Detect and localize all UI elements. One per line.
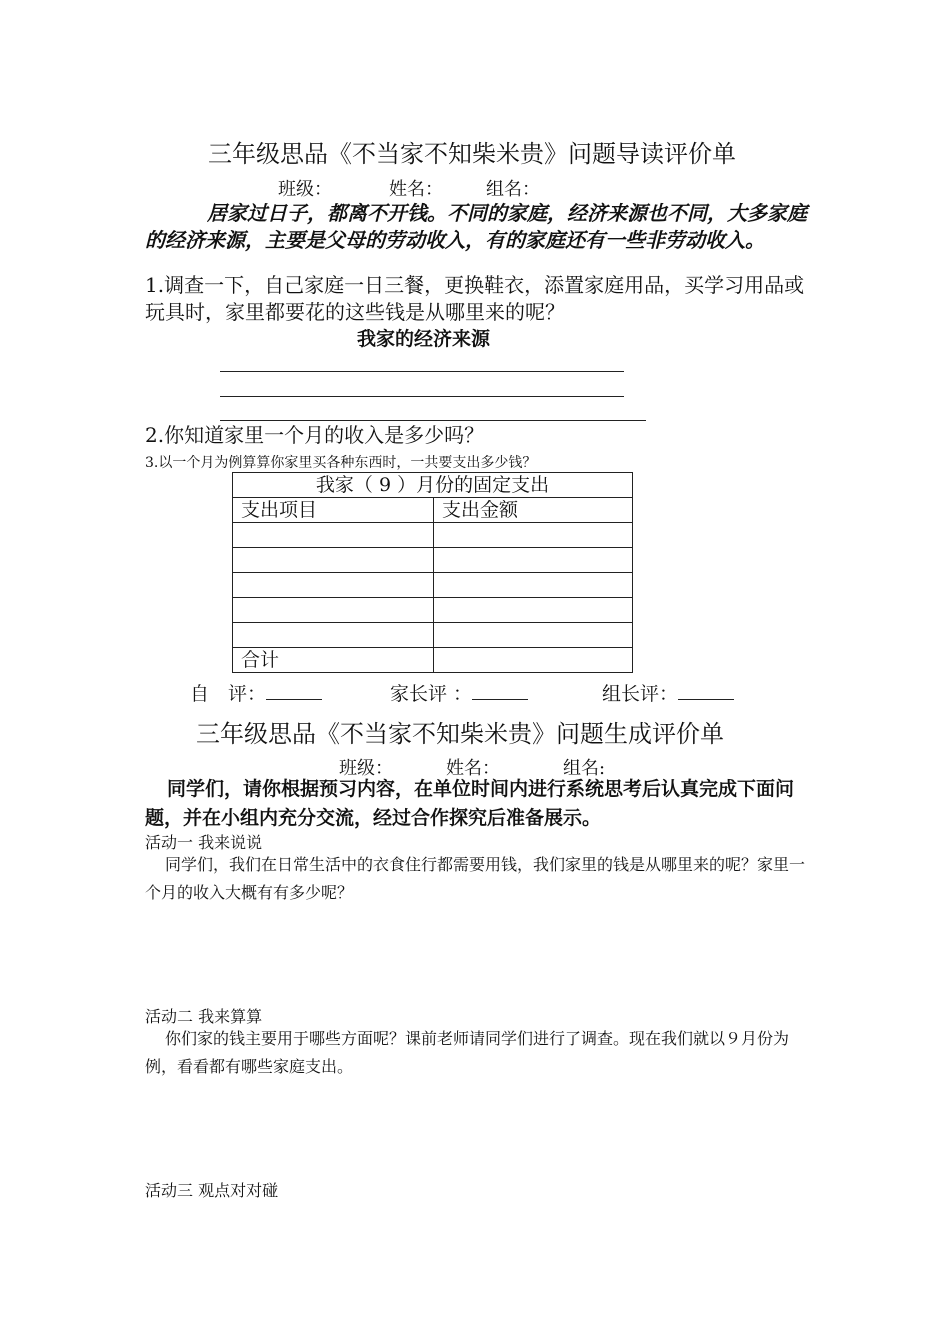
table-cell[interactable] bbox=[233, 548, 434, 573]
question-3: 3.以一个月为例算算你家里买各种东西时，一共要支出多少钱？ bbox=[145, 455, 537, 471]
activity-3-title: 活动三 观点对对碰 bbox=[145, 1181, 279, 1200]
group-evaluation bbox=[602, 679, 734, 706]
table-cell[interactable] bbox=[434, 523, 633, 548]
sheet1-title: 三年级思品《不当家不知柴米贵》问题导读评价单 bbox=[208, 140, 736, 168]
sheet2-name-label: 姓名： bbox=[446, 758, 500, 779]
table-cell[interactable] bbox=[233, 523, 434, 548]
table-cell[interactable] bbox=[434, 623, 633, 648]
question-1: 1.调查一下，自己家庭一日三餐，更换鞋衣，添置家庭用品，买学习用品或玩具时，家里都要花的这些钱是从哪里来的呢？ bbox=[145, 273, 805, 324]
group-eval-blank[interactable] bbox=[678, 681, 734, 700]
table-row bbox=[233, 523, 633, 548]
answer-line-2 bbox=[220, 396, 624, 397]
sheet1-intro: 居家过日子，都离不开钱。不同的家庭，经济来源也不同，大多家庭的经济来源，主要是父母的劳动收入，有的家庭还有一些非劳动收入。 bbox=[145, 201, 807, 252]
table-cell[interactable] bbox=[233, 573, 434, 598]
question-2: 2.你知道家里一个月的收入是多少吗？ bbox=[145, 423, 485, 447]
table-cell[interactable] bbox=[434, 598, 633, 623]
sheet2-class-label: 班级： bbox=[339, 758, 393, 779]
answer-line-1 bbox=[220, 371, 624, 372]
col-header-item: 支出项目 bbox=[233, 498, 434, 523]
table-cell[interactable] bbox=[233, 598, 434, 623]
activity-2-title: 活动二 我来算算 bbox=[145, 1007, 263, 1026]
sheet2-title: 三年级思品《不当家不知柴米贵》问题生成评价单 bbox=[196, 720, 724, 748]
col-header-amount: 支出金额 bbox=[434, 498, 633, 523]
sheet1-class-label: 班级： bbox=[278, 179, 332, 200]
activity-2-text: 你们家的钱主要用于哪些方面呢？课前老师请同学们进行了调查。现在我们就以９月份为例，看看都有哪些家庭支出。 bbox=[145, 1029, 790, 1076]
self-eval-blank[interactable] bbox=[266, 681, 322, 700]
table-row bbox=[233, 623, 633, 648]
parent-eval-blank[interactable] bbox=[472, 681, 528, 700]
table-row bbox=[233, 498, 633, 523]
parent-evaluation bbox=[390, 679, 528, 706]
table-row bbox=[233, 473, 633, 498]
table-row bbox=[233, 648, 633, 673]
table-cell[interactable] bbox=[434, 548, 633, 573]
activity-1-text: 同学们，我们在日常生活中的衣食住行都需要用钱，我们家里的钱是从哪里来的呢？家里一个月的收入大概有有多少呢？ bbox=[145, 855, 806, 902]
activity-1-title: 活动一 我来说说 bbox=[145, 833, 263, 852]
sheet1-name-label: 姓名： bbox=[389, 179, 443, 200]
parent-eval-label: 家长评 ： bbox=[390, 683, 473, 705]
table-row bbox=[233, 573, 633, 598]
answer-line-3 bbox=[220, 420, 646, 421]
sheet2-group-label: 组名: bbox=[563, 758, 606, 779]
group-eval-label: 组长评： bbox=[602, 683, 679, 705]
table-row bbox=[233, 548, 633, 573]
table-row bbox=[233, 598, 633, 623]
income-source-subtitle: 我家的经济来源 bbox=[357, 328, 491, 350]
self-evaluation bbox=[190, 679, 322, 706]
sheet1-group-label: 组名： bbox=[486, 179, 540, 200]
table-cell[interactable] bbox=[233, 623, 434, 648]
total-label: 合计 bbox=[233, 648, 434, 673]
sheet2-intro: 同学们，请你根据预习内容，在单位时间内进行系统思考后认真完成下面问题，并在小组内充分交流，经过合作探究后准备展示。 bbox=[145, 778, 795, 829]
expense-table bbox=[232, 472, 633, 673]
table-cell[interactable] bbox=[434, 573, 633, 598]
self-eval-label: 自 评： bbox=[190, 683, 267, 705]
expense-table-caption: 我家（ 9 ）月份的固定支出 bbox=[233, 473, 633, 498]
total-amount-cell[interactable] bbox=[434, 648, 633, 673]
